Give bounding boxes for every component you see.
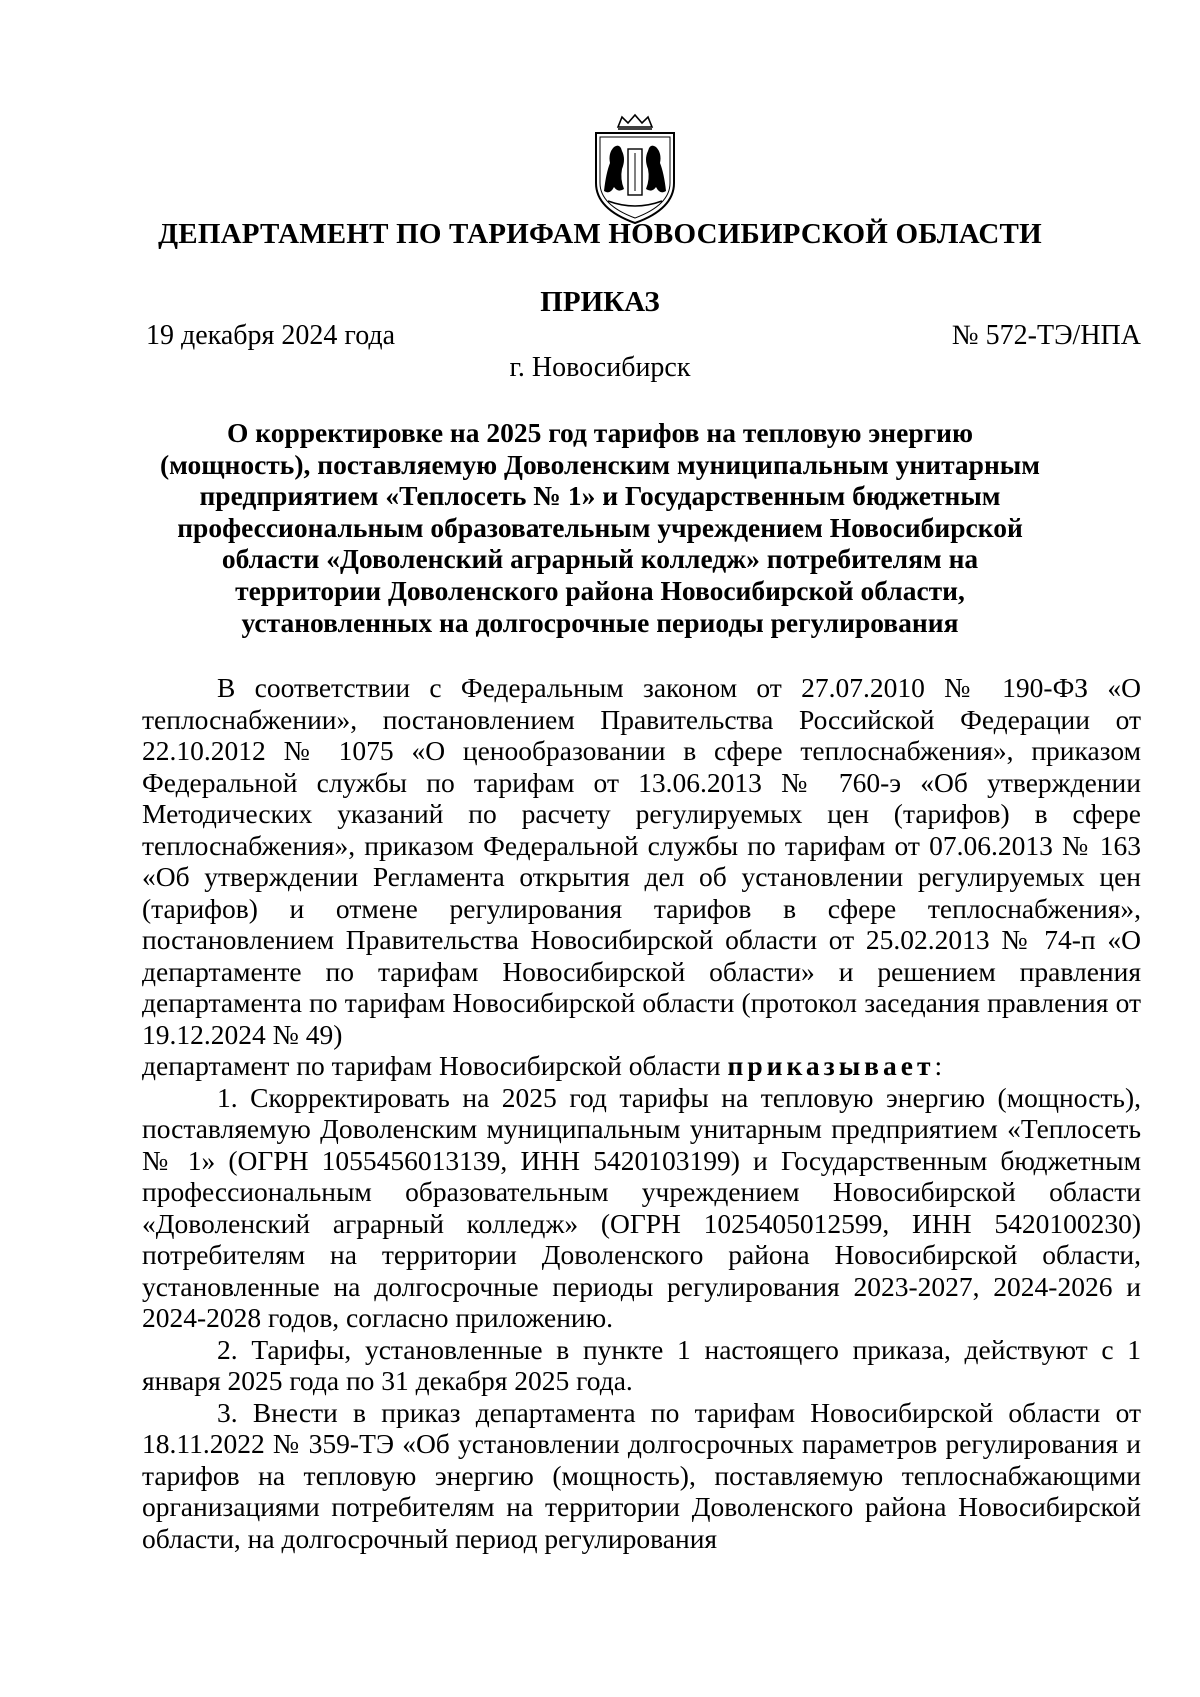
item-1-paragraph: 1. Скорректировать на 2025 год тарифы на тепловую энергию (мощность), поставляемую Доволенским муниципальным унитарным предприятием «Теплосеть № 1» (ОГРН 1055456013139, ИНН 5420103199) и Государственным бюджетным профессиональным образовательным учреждением Новосибирской области «Доволенский аграрный колледж» (ОГРН 1025405012599, ИНН 5420100230) потребителям на территории Доволенского района Новосибирской области, установленные на долгосрочные периоды регулирования 2023-2027, 2024-2026 и 2024-2028 годов, согласно приложению. — [142, 1081, 1141, 1333]
department-title: ДЕПАРТАМЕНТ ПО ТАРИФАМ НОВОСИБИРСКОЙ ОБЛАСТИ — [158, 218, 1042, 250]
order-city: г. Новосибирск — [509, 352, 691, 383]
item-3-paragraph: 3. Внести в приказ департамента по тарифам Новосибирской области от 18.11.2022 № 359-ТЭ «Об установлении долгосрочных параметров регулирования и тарифов на тепловую энергию (мощность), поставляемую теплоснабжающими организациями потребителям на территории Доволенского района Новосибирской области, на долгосрочный период регулирования — [142, 1396, 1141, 1554]
decree-line — [142, 1050, 1141, 1082]
document-type-title: ПРИКАЗ — [540, 286, 660, 318]
decree-prefix: департамент по тарифам Новосибирской области — [142, 1050, 728, 1081]
order-body — [142, 672, 1141, 1554]
coat-of-arms-icon — [590, 113, 680, 226]
decree-word: приказывает — [727, 1050, 935, 1081]
item-2-paragraph: 2. Тарифы, установленные в пункте 1 настоящего приказа, действуют с 1 января 2025 года по 31 декабря 2025 года. — [142, 1333, 1141, 1396]
order-subject: О корректировке на 2025 год тарифов на тепловую энергию (мощность), поставляемую Доволенским муниципальным унитарным предприятием «Теплосеть № 1» и Государственным бюджетным профессиональным образовательным учреждением Новосибирской области «Доволенский аграрный колледж» потребителям на территории Доволенского района Новосибирской области, установленных на долгосрочные периоды регулирования — [160, 417, 1040, 638]
order-number: № 572-ТЭ/НПА — [951, 320, 1141, 351]
order-date: 19 декабря 2024 года — [146, 320, 396, 351]
decree-suffix: : — [934, 1050, 943, 1081]
preamble-paragraph: В соответствии с Федеральным законом от 27.07.2010 № 190-ФЗ «О теплоснабжении», постановлением Правительства Российской Федерации от 22.10.2012 № 1075 «О ценообразовании в сфере теплоснабжения», приказом Федеральной службы по тарифам от 13.06.2013 № 760-э «Об утверждении Методических указаний по расчету регулируемых цен (тарифов) в сфере теплоснабжения», приказом Федеральной службы по тарифам от 07.06.2013 № 163 «Об утверждении Регламента открытия дел об установлении регулируемых цен (тарифов) и отмене регулирования тарифов в сфере теплоснабжения», постановлением Правительства Новосибирской области от 25.02.2013 № 74-п «О департаменте по тарифам Новосибирской области» и решением правления департамента по тарифам Новосибирской области (протокол заседания правления от 19.12.2024 № 49) — [142, 672, 1141, 1050]
